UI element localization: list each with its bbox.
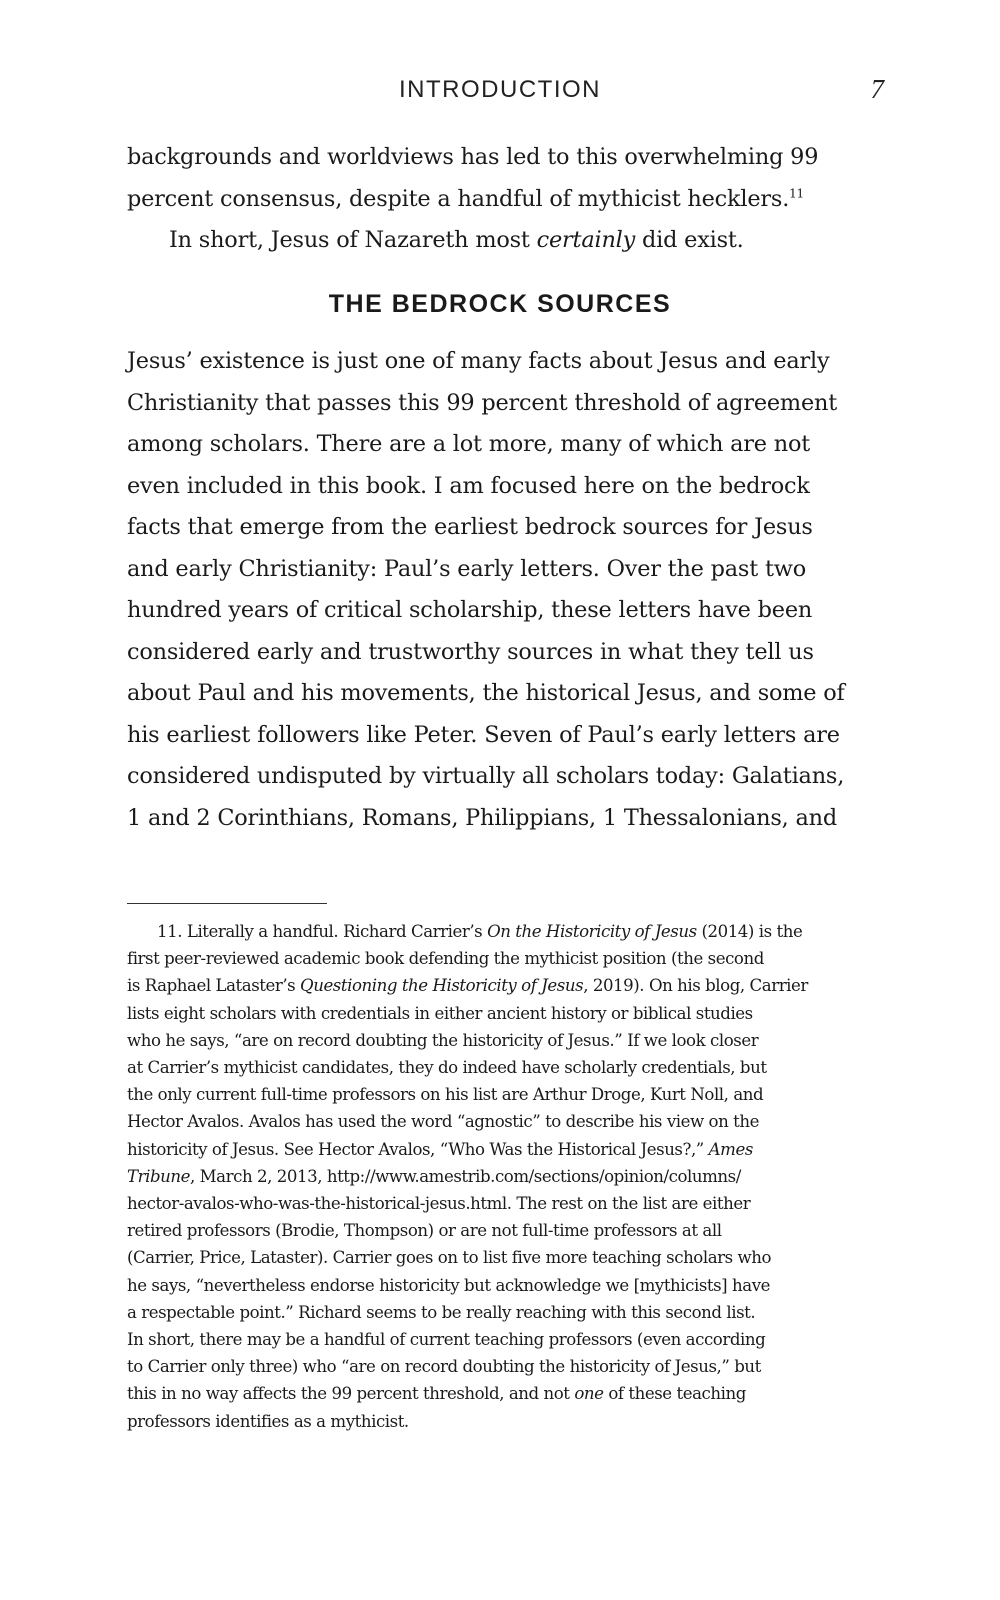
section-paragraph [127, 341, 889, 839]
body-line-text: did exist. [635, 227, 744, 253]
footnote-text: of these teaching [603, 1384, 746, 1404]
emphasis-text: certainly [536, 227, 636, 253]
footnote-11 [127, 918, 889, 1435]
footnote-line: the only current full-time professors on his list are Arthur Droge, Kurt Noll, and [127, 1085, 764, 1105]
footnote-line: retired professors (Brodie, Thompson) or are not full-time professors at all [127, 1221, 722, 1241]
body-line: backgrounds and worldviews has led to this overwhelming 99 [127, 144, 819, 170]
publication-title: Tribune [127, 1166, 190, 1186]
body-line-text: In short, Jesus of Nazareth most [169, 227, 537, 253]
body-line: Jesus’ existence is just one of many facts about Jesus and early [127, 348, 830, 374]
footnote-line: first peer-reviewed academic book defending the mythicist position (the second [127, 949, 764, 969]
footnote-line: a respectable point.” Richard seems to be really reaching with this second list. [127, 1302, 756, 1322]
footnote-url-text: , March 2, 2013, http://www.amestrib.com/sections/opinion/columns/ [189, 1166, 741, 1186]
footnote-line: he says, “nevertheless endorse historicity but acknowledge we [mythicists] have [127, 1275, 771, 1295]
body-line: and early Christianity: Paul’s early letters. Over the past two [127, 555, 806, 582]
page-number: 7 [870, 74, 884, 104]
body-line-text: percent consensus, despite a handful of mythicist hecklers. [127, 185, 790, 212]
body-line: 1 and 2 Corinthians, Romans, Philippians, 1 Thessalonians, and [127, 804, 837, 831]
book-title: On the Historicity of Jesus [487, 922, 697, 941]
footnote-line: (Carrier, Price, Lataster). Carrier goes on to list five more teaching scholars who [127, 1248, 772, 1268]
running-title: INTRODUCTION [399, 76, 601, 103]
footnote-line [127, 1163, 889, 1190]
emphasis-text: one [574, 1384, 604, 1404]
body-line: Christianity that passes this 99 percent threshold of agreement [127, 389, 838, 416]
footnote-text: this in no way affects the 99 percent threshold, and not [127, 1384, 575, 1404]
book-title: Questioning the Historicity of Jesus [300, 976, 584, 996]
footnote-divider [127, 903, 327, 904]
body-line [127, 220, 889, 262]
footnote-line [127, 918, 889, 945]
footnote-number: 11. [157, 922, 183, 941]
footnote-line [127, 1380, 889, 1407]
publication-title: Ames [708, 1139, 753, 1159]
running-header [0, 72, 1000, 112]
intro-paragraphs [127, 137, 889, 262]
footnote-line: Hector Avalos. Avalos has used the word “agnostic” to describe his view on the [127, 1112, 759, 1132]
footnote-text: Literally a handful. Richard Carrier’s [182, 922, 488, 941]
body-line: considered undisputed by virtually all scholars today: Galatians, [127, 763, 845, 789]
body-line: hundred years of critical scholarship, these letters have been [127, 597, 813, 623]
body-line: even included in this book. I am focused here on the bedrock [127, 472, 810, 499]
footnote-text: , 2019). On his blog, Carrier [583, 976, 808, 996]
body-line [127, 179, 889, 221]
footnote-line [127, 972, 889, 999]
footnote-line: professors identifies as a mythicist. [127, 1411, 409, 1431]
footnote-line: to Carrier only three) who “are on record doubting the historicity of Jesus,” but [127, 1357, 761, 1377]
body-line: considered early and trustworthy sources in what they tell us [127, 638, 814, 665]
body-line: about Paul and his movements, the historical Jesus, and some of [127, 680, 845, 706]
footnote-line: In short, there may be a handful of current teaching professors (even according [127, 1330, 766, 1350]
section-heading: THE BEDROCK SOURCES [328, 290, 672, 318]
body-line: his earliest followers like Peter. Seven of Paul’s early letters are [127, 721, 840, 748]
footnote-line: hector-avalos-who-was-the-historical-jesus.html. The rest on the list are either [127, 1194, 751, 1214]
body-line: among scholars. There are a lot more, many of which are not [127, 431, 811, 457]
footnote-text: historicity of Jesus. See Hector Avalos, “Who Was the Historical Jesus?,” [127, 1139, 709, 1159]
footnote-reference[interactable]: 11 [789, 186, 804, 201]
footnote-text: (2014) is the [696, 922, 803, 941]
footnote-line: who he says, “are on record doubting the historicity of Jesus.” If we look closer [127, 1030, 759, 1050]
body-line: facts that emerge from the earliest bedrock sources for Jesus [127, 514, 813, 540]
footnote-line: at Carrier’s mythicist candidates, they do indeed have scholarly credentials, but [127, 1058, 767, 1078]
footnote-text: is Raphael Lataster’s [127, 976, 301, 996]
footnote-line: lists eight scholars with credentials in either ancient history or biblical studies [127, 1003, 753, 1023]
footnote-line [127, 1136, 889, 1163]
